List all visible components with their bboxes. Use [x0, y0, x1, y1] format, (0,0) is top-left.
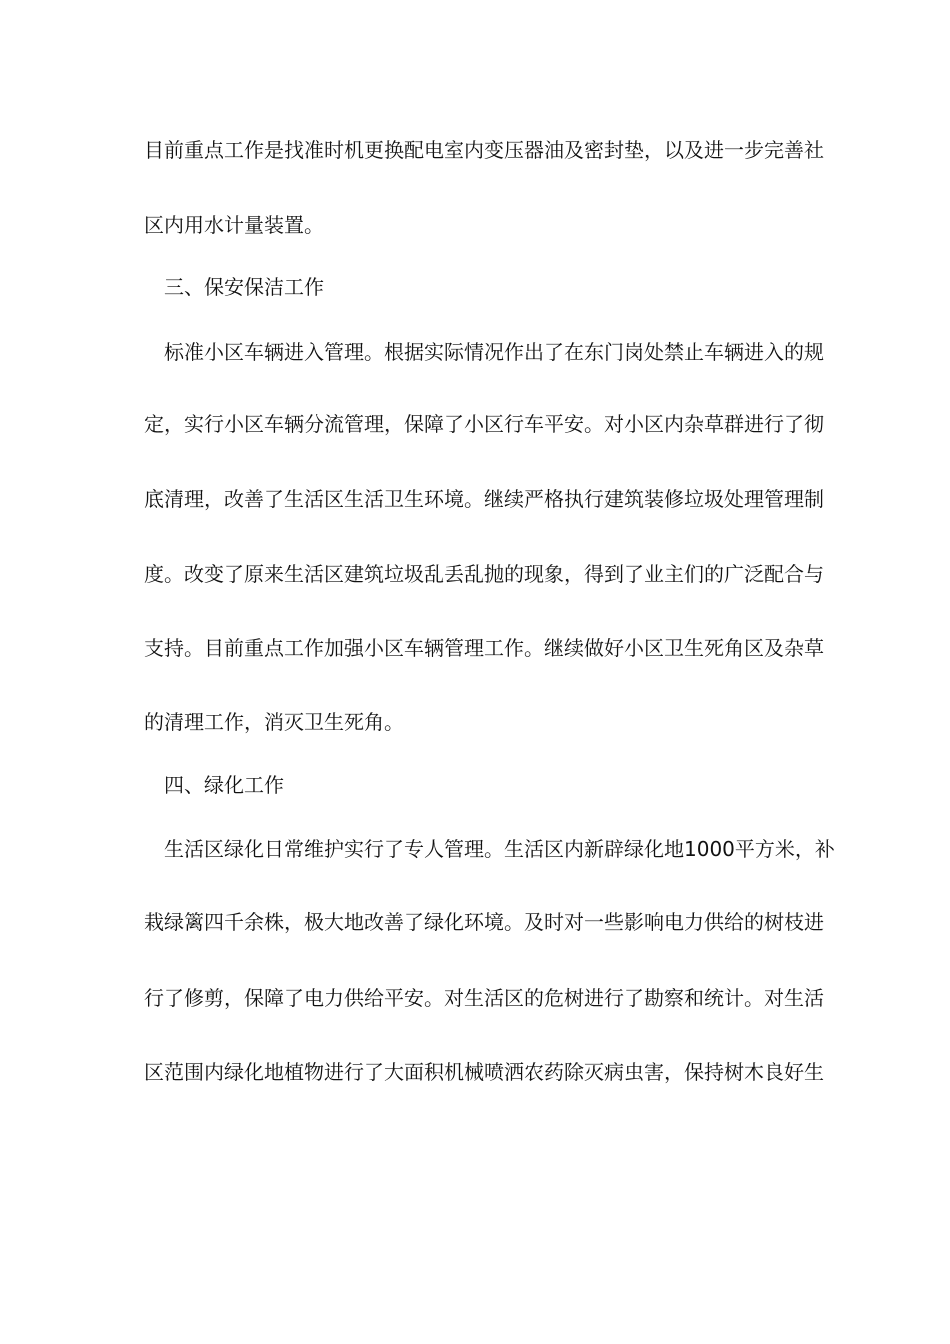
paragraph-line: 标准小区车辆进入管理。根据实际情况作出了在东门岗处禁止车辆进入的规 — [164, 340, 824, 364]
paragraph-line: 度。改变了原来生活区建筑垃圾乱丢乱抛的现象，得到了业主们的广泛配合与 — [144, 562, 824, 586]
paragraph-line: 行了修剪，保障了电力供给平安。对生活区的危树进行了勘察和统计。对生活 — [144, 986, 824, 1010]
paragraph-line: 区范围内绿化地植物进行了大面积机械喷洒农药除灭病虫害，保持树木良好生 — [144, 1060, 824, 1084]
paragraph-line: 栽绿篱四千余株，极大地改善了绿化环境。及时对一些影响电力供给的树枝进 — [144, 910, 824, 934]
paragraph-line: 定，实行小区车辆分流管理，保障了小区行车平安。对小区内杂草群进行了彻 — [144, 412, 824, 436]
paragraph-line: 支持。目前重点工作加强小区车辆管理工作。继续做好小区卫生死角区及杂草 — [144, 636, 824, 660]
paragraph-line: 生活区绿化日常维护实行了专人管理。生活区内新辟绿化地1000平方米，补 — [164, 837, 835, 861]
paragraph-line: 底清理，改善了生活区生活卫生环境。继续严格执行建筑装修垃圾处理管理制 — [144, 487, 824, 511]
paragraph-line: 目前重点工作是找准时机更换配电室内变压器油及密封垫，以及进一步完善社 — [144, 138, 824, 162]
section-heading-greening: 四、绿化工作 — [164, 773, 284, 797]
paragraph-line: 的清理工作，消灭卫生死角。 — [144, 710, 404, 734]
paragraph-line: 区内用水计量装置。 — [144, 213, 324, 237]
section-heading-security-cleaning: 三、保安保洁工作 — [164, 275, 324, 299]
